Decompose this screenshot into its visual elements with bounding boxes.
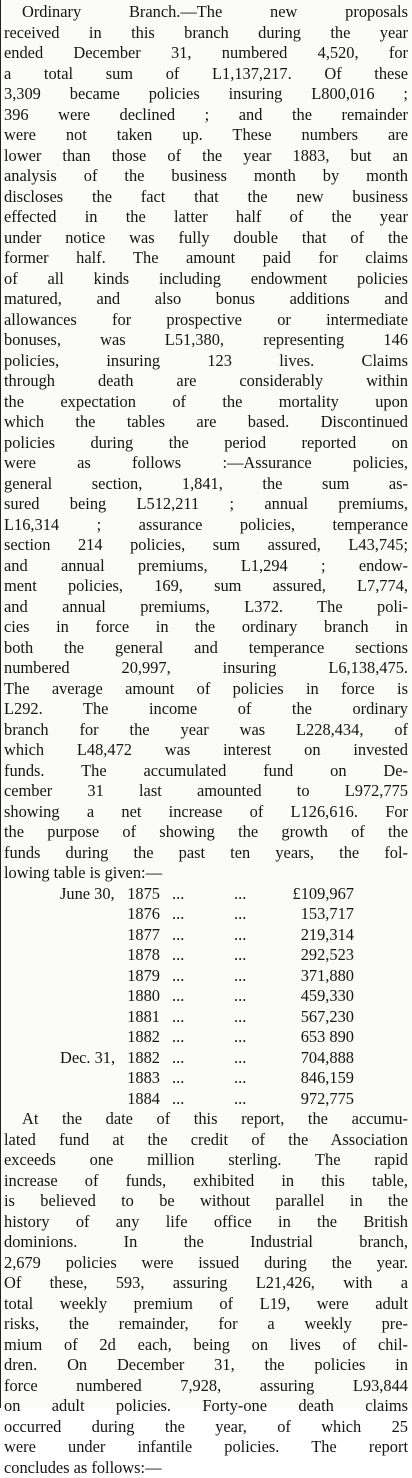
year-cell: 1876	[112, 904, 160, 925]
table-row	[4, 986, 408, 1007]
text-line: cember 31 last amounted to L972,775	[4, 781, 408, 802]
text-line: history of any life office in the British	[4, 1212, 408, 1233]
text-line: dominions. In the Industrial branch,	[4, 1232, 408, 1253]
text-line: ended December 31, numbered 4,520, for	[4, 43, 408, 64]
article-column	[4, 2, 408, 1478]
text-line: lower than those of the year 1883, but an	[4, 146, 408, 167]
date-cell	[4, 1007, 112, 1028]
text-line: the purpose of showing the growth of the	[4, 822, 408, 843]
text-line: discloses the fact that the new business	[4, 187, 408, 208]
date-cell	[4, 986, 112, 1007]
leader-dots: ...	[160, 1068, 216, 1089]
leader-dots: ...	[216, 904, 264, 925]
text-line: L292. The income of the ordinary	[4, 699, 408, 720]
table-row	[4, 945, 408, 966]
amount-cell: 153,717	[264, 904, 354, 925]
leader-dots: ...	[160, 1048, 216, 1069]
text-line: ment policies, 169, sum assured, L7,774,	[4, 576, 408, 597]
leader-dots: ...	[216, 945, 264, 966]
leader-dots: ...	[160, 1007, 216, 1028]
text-line: numbered 20,997, insuring L6,138,475.	[4, 658, 408, 679]
text-line: analysis of the business month by month	[4, 166, 408, 187]
text-line: total weekly premium of L19, were adult	[4, 1294, 408, 1315]
year-cell: 1875	[112, 884, 160, 905]
amount-cell: 653 890	[264, 1027, 354, 1048]
text-line: received in this branch during the year	[4, 23, 408, 44]
amount-cell: 459,330	[264, 986, 354, 1007]
table-row	[4, 904, 408, 925]
date-cell	[4, 1027, 112, 1048]
year-cell: 1877	[112, 925, 160, 946]
leader-dots: ...	[216, 1089, 264, 1110]
year-cell: 1880	[112, 986, 160, 1007]
leader-dots: ...	[216, 986, 264, 1007]
paragraph-ordinary-branch	[4, 2, 408, 884]
text-line: policies, insuring 123 lives. Claims	[4, 351, 408, 372]
text-line: which the tables are based. Discontinued	[4, 412, 408, 433]
table-row	[4, 925, 408, 946]
text-line: on adult policies. Forty-one death claims	[4, 1396, 408, 1417]
text-line: sured being L512,211 ; annual premiums,	[4, 494, 408, 515]
text-line: the expectation of the mortality upon	[4, 392, 408, 413]
text-line: dren. On December 31, the policies in	[4, 1355, 408, 1376]
amount-cell: 704,888	[264, 1048, 354, 1069]
text-line: funds during the past ten years, the fol-	[4, 843, 408, 864]
text-line: concludes as follows:—	[4, 1458, 408, 1478]
text-line: funds. The accumulated fund on De-	[4, 761, 408, 782]
leader-dots: ...	[216, 1027, 264, 1048]
text-line: The average amount of policies in force is	[4, 679, 408, 700]
text-line: and annual premiums, L1,294 ; endow-	[4, 556, 408, 577]
table-row	[4, 1048, 408, 1069]
date-cell	[4, 925, 112, 946]
amount-cell: 219,314	[264, 925, 354, 946]
year-cell: 1884	[112, 1089, 160, 1110]
text-line: 2,679 policies were issued during the year.	[4, 1253, 408, 1274]
text-line: allowances for prospective or intermediate	[4, 310, 408, 331]
table-row	[4, 1089, 408, 1110]
leader-dots: ...	[160, 884, 216, 905]
date-cell	[4, 1068, 112, 1089]
amount-cell: £109,967	[264, 884, 354, 905]
text-line: increase of funds, exhibited in this table,	[4, 1171, 408, 1192]
amount-cell: 972,775	[264, 1089, 354, 1110]
table-row	[4, 966, 408, 987]
leader-dots: ...	[216, 884, 264, 905]
paragraph-accumulated-fund	[4, 1109, 408, 1478]
leader-dots: ...	[216, 925, 264, 946]
date-cell	[4, 904, 112, 925]
text-line: of all kinds including endowment policies	[4, 269, 408, 290]
amount-cell: 371,880	[264, 966, 354, 987]
text-line: section 214 policies, sum assured, L43,745;	[4, 535, 408, 556]
year-cell: 1878	[112, 945, 160, 966]
text-line: bonuses, was L51,380, representing 146	[4, 330, 408, 351]
year-cell: 1883	[112, 1068, 160, 1089]
leader-dots: ...	[160, 925, 216, 946]
text-line: general section, 1,841, the sum as-	[4, 474, 408, 495]
fund-growth-table	[4, 884, 408, 1110]
date-cell: Dec. 31,	[4, 1048, 112, 1069]
text-line: former half. The amount paid for claims	[4, 248, 408, 269]
year-cell: 1881	[112, 1007, 160, 1028]
text-line: showing a net increase of L126,616. For	[4, 802, 408, 823]
table-row	[4, 1007, 408, 1028]
leader-dots: ...	[216, 1068, 264, 1089]
table-row	[4, 1068, 408, 1089]
leader-dots: ...	[216, 966, 264, 987]
amount-cell: 846,159	[264, 1068, 354, 1089]
date-cell	[4, 966, 112, 987]
text-line: L16,314 ; assurance policies, temperance	[4, 515, 408, 536]
leader-dots: ...	[160, 1027, 216, 1048]
leader-dots: ...	[160, 966, 216, 987]
text-line: policies during the period reported on	[4, 433, 408, 454]
text-line: were not taken up. These numbers are	[4, 125, 408, 146]
table-row	[4, 884, 408, 905]
text-line: cies in force in the ordinary branch in	[4, 617, 408, 638]
text-line: exceeds one million sterling. The rapid	[4, 1150, 408, 1171]
column-rule	[0, 0, 1, 1408]
leader-dots: ...	[160, 945, 216, 966]
text-line: effected in the latter half of the year	[4, 207, 408, 228]
year-cell: 1879	[112, 966, 160, 987]
text-line: risks, the remainder, for a weekly pre-	[4, 1314, 408, 1335]
text-line: branch for the year was L228,434, of	[4, 720, 408, 741]
text-line: and annual premiums, L372. The poli-	[4, 597, 408, 618]
leader-dots: ...	[216, 1007, 264, 1028]
table-row	[4, 1027, 408, 1048]
text-line: force numbered 7,928, assuring L93,844	[4, 1376, 408, 1397]
amount-cell: 292,523	[264, 945, 354, 966]
text-line: Ordinary Branch.—The new proposals	[4, 2, 408, 23]
leader-dots: ...	[160, 904, 216, 925]
text-line: were as follows :—Assurance policies,	[4, 453, 408, 474]
text-line: lowing table is given:—	[4, 863, 408, 884]
text-line: is believed to be without parallel in the	[4, 1191, 408, 1212]
text-line: At the date of this report, the accumu-	[4, 1109, 408, 1130]
date-cell	[4, 1089, 112, 1110]
leader-dots: ...	[216, 1048, 264, 1069]
leader-dots: ...	[160, 1089, 216, 1110]
text-line: occurred during the year, of which 25	[4, 1417, 408, 1438]
text-line: through death are considerably within	[4, 371, 408, 392]
text-line: Of these, 593, assuring L21,426, with a	[4, 1273, 408, 1294]
text-line: under notice was fully double that of the	[4, 228, 408, 249]
text-line: 3,309 became policies insuring L800,016 ;	[4, 84, 408, 105]
text-line: were under infantile policies. The report	[4, 1437, 408, 1458]
text-line: a total sum of L1,137,217. Of these	[4, 64, 408, 85]
date-cell	[4, 945, 112, 966]
text-line: both the general and temperance sections	[4, 638, 408, 659]
text-line: mium of 2d each, being on lives of chil-	[4, 1335, 408, 1356]
year-cell: 1882	[112, 1048, 160, 1069]
text-line: matured, and also bonus additions and	[4, 289, 408, 310]
text-line: 396 were declined ; and the remainder	[4, 105, 408, 126]
date-cell: June 30,	[4, 884, 112, 905]
year-cell: 1882	[112, 1027, 160, 1048]
leader-dots: ...	[160, 986, 216, 1007]
amount-cell: 567,230	[264, 1007, 354, 1028]
text-line: which L48,472 was interest on invested	[4, 740, 408, 761]
text-line: lated fund at the credit of the Association	[4, 1130, 408, 1151]
